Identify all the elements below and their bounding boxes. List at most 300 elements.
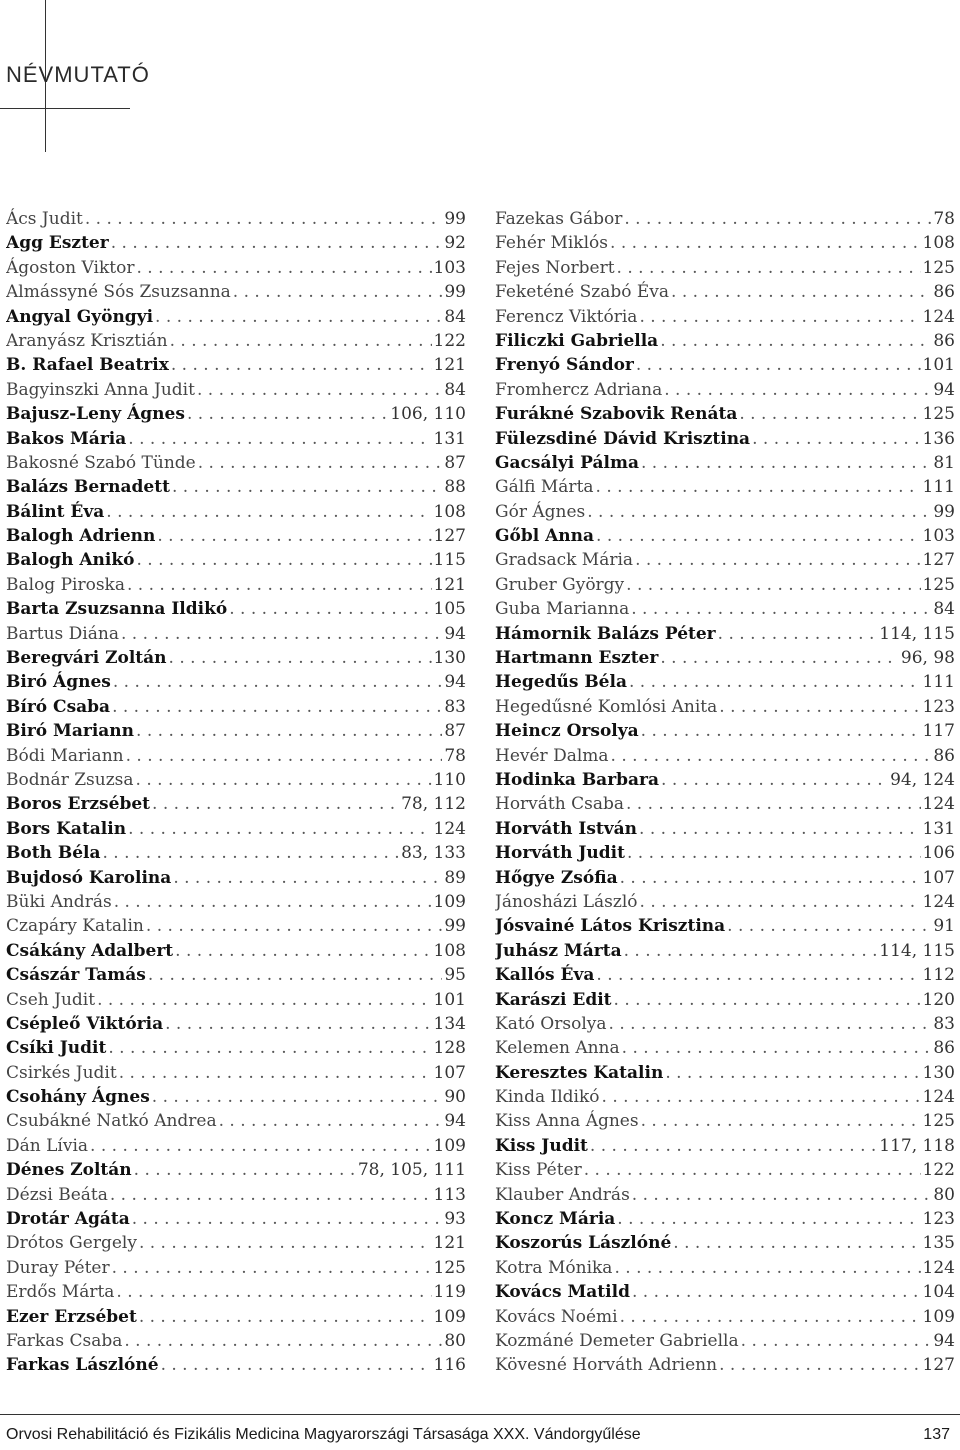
index-entry [495, 744, 955, 768]
entry-page-numbers: 121 [433, 574, 466, 595]
dot-leader [112, 695, 442, 719]
entry-page-numbers: 116 [433, 1355, 466, 1376]
entry-name: Kotra Mónika [495, 1257, 613, 1278]
dot-leader [596, 963, 920, 987]
index-entry [6, 744, 466, 768]
entry-name: Hodinka Barbara [495, 769, 660, 790]
entry-name: Drotár Agáta [6, 1209, 130, 1230]
dot-leader [121, 622, 442, 646]
entry-page-numbers: 103 [922, 526, 955, 547]
index-entry [495, 1183, 955, 1207]
index-entry [6, 670, 466, 694]
entry-page-numbers: 95 [444, 965, 466, 986]
entry-page-numbers: 124 [922, 306, 955, 327]
index-entry [495, 768, 955, 792]
entry-name: Farkas Lászlóné [6, 1355, 159, 1376]
footer-publication-title: Orvosi Rehabilitáció és Fizikális Medicina Magyarországi Társasága XXX. Vándorgyűlése [6, 1426, 641, 1443]
entry-name: Fazekas Gábor [495, 209, 623, 229]
index-entry [6, 1231, 466, 1255]
entry-page-numbers: 124 [433, 818, 466, 839]
index-entry [6, 353, 466, 377]
entry-page-numbers: 83 [444, 696, 466, 717]
index-entry [495, 573, 955, 597]
dot-leader [610, 231, 921, 255]
entry-page-numbers: 103 [433, 257, 466, 278]
index-entry [6, 622, 466, 646]
dot-leader [85, 207, 443, 231]
index-entry [6, 1207, 466, 1231]
index-entry [495, 695, 955, 719]
dot-leader [103, 841, 400, 865]
entry-name: Fülezsdiné Dávid Krisztina [495, 428, 751, 449]
entry-page-numbers: 94, 124 [890, 769, 955, 790]
entry-name: Kallós Éva [495, 965, 595, 986]
entry-name: Kiss Judit [495, 1135, 588, 1156]
entry-page-numbers: 92 [444, 233, 466, 254]
dot-leader [617, 1207, 920, 1231]
dot-leader [90, 1134, 432, 1158]
entry-page-numbers: 134 [433, 1013, 466, 1034]
index-entry [6, 231, 466, 255]
dot-leader [639, 305, 920, 329]
entry-page-numbers: 111 [922, 672, 955, 693]
dot-leader [665, 1061, 920, 1085]
entry-page-numbers: 127 [922, 1355, 955, 1376]
entry-page-numbers: 121 [433, 1233, 466, 1254]
entry-page-numbers: 123 [922, 1209, 955, 1230]
dot-leader [127, 573, 432, 597]
entry-name: Bíró Csaba [6, 696, 111, 717]
dot-leader [124, 1329, 442, 1353]
dot-leader [175, 939, 431, 963]
entry-page-numbers: 99 [933, 501, 955, 522]
entry-page-numbers: 117 [922, 721, 955, 742]
entry-name: Dézsi Beáta [6, 1184, 108, 1205]
dot-leader [113, 670, 442, 694]
entry-name: Farkas Csaba [6, 1330, 123, 1351]
entry-name: Kiss Anna Ágnes [495, 1111, 639, 1132]
dot-leader [161, 1353, 432, 1377]
entry-name: Bódi Mariann [6, 745, 124, 766]
entry-name: Hevér Dalma [495, 745, 609, 766]
entry-page-numbers: 84 [444, 306, 466, 327]
entry-name: Jánosházi László [495, 891, 638, 912]
index-entry [495, 1353, 955, 1377]
entry-name: Both Béla [6, 843, 101, 864]
entry-name: Balog Piroska [6, 574, 125, 595]
entry-name: Dán Lívia [6, 1135, 89, 1156]
entry-page-numbers: 109 [433, 1306, 466, 1327]
entry-name: Koszorús Lászlóné [495, 1233, 672, 1254]
entry-page-numbers: 106 [922, 843, 955, 864]
dot-leader [155, 305, 442, 329]
entry-page-numbers: 87 [444, 721, 466, 742]
entry-name: Frenyó Sándor [495, 355, 634, 376]
entry-name: Csubákné Natkó Andrea [6, 1111, 217, 1132]
index-entry [495, 1134, 955, 1158]
dot-leader [739, 402, 920, 426]
footer-rule [0, 1414, 960, 1415]
dot-leader [719, 695, 920, 719]
index-entry [495, 378, 955, 402]
dot-leader [620, 866, 921, 890]
entry-page-numbers: 84 [444, 379, 466, 400]
page-title: NÉVMUTATÓ [6, 62, 150, 87]
entry-page-numbers: 117, 118 [879, 1135, 955, 1156]
entry-name: Guba Marianna [495, 599, 630, 620]
dot-leader [219, 1109, 443, 1133]
dot-leader [187, 402, 388, 426]
entry-page-numbers: 78 [444, 745, 466, 766]
entry-name: Klauber András [495, 1184, 630, 1205]
entry-name: Fejes Norbert [495, 257, 615, 278]
entry-name: Bors Katalin [6, 818, 127, 839]
entry-name: Balázs Bernadett [6, 477, 170, 498]
dot-leader [132, 1207, 443, 1231]
dot-leader [587, 500, 931, 524]
entry-name: Gálfi Márta [495, 477, 594, 498]
entry-name: Aranyász Krisztián [6, 330, 168, 351]
entry-name: Heincz Orsolya [495, 721, 639, 742]
entry-page-numbers: 108 [433, 940, 466, 961]
entry-name: Csohány Ágnes [6, 1087, 150, 1108]
dot-leader [640, 890, 921, 914]
dot-leader [157, 524, 431, 548]
index-entry [495, 1012, 955, 1036]
entry-page-numbers: 120 [922, 989, 955, 1010]
entry-name: Bujdosó Karolina [6, 867, 172, 888]
index-entry [6, 914, 466, 938]
index-entry [6, 1158, 466, 1182]
index-entry [6, 1085, 466, 1109]
entry-name: Gacsályi Pálma [495, 452, 639, 473]
entry-name: Gruber György [495, 574, 625, 595]
index-entry [495, 890, 955, 914]
entry-page-numbers: 94 [933, 1330, 955, 1351]
dot-leader [590, 1134, 877, 1158]
index-entry [495, 500, 955, 524]
index-entry [495, 524, 955, 548]
dot-leader [639, 817, 921, 841]
index-entry [6, 1329, 466, 1353]
index-entry [6, 524, 466, 548]
entry-name: Biró Mariann [6, 721, 135, 742]
entry-page-numbers: 127 [433, 526, 466, 547]
entry-name: Balogh Anikó [6, 550, 135, 571]
entry-page-numbers: 130 [433, 648, 466, 669]
entry-page-numbers: 94 [444, 1111, 466, 1132]
dot-leader [97, 988, 431, 1012]
entry-page-numbers: 83, 133 [401, 843, 466, 864]
entry-name: Erdős Márta [6, 1282, 115, 1303]
index-entry [6, 817, 466, 841]
index-entry [6, 280, 466, 304]
index-entry [495, 1158, 955, 1182]
entry-page-numbers: 106, 110 [390, 404, 466, 425]
entry-name: Bartus Diána [6, 623, 119, 644]
dot-leader [596, 524, 921, 548]
index-entry [495, 1329, 955, 1353]
entry-page-numbers: 94 [444, 672, 466, 693]
entry-name: Horváth István [495, 818, 638, 839]
entry-name: Barta Zsuzsanna Ildikó [6, 599, 228, 620]
dot-leader [170, 329, 432, 353]
index-entry [495, 1280, 955, 1304]
index-entry [495, 305, 955, 329]
dot-leader [139, 1305, 432, 1329]
entry-page-numbers: 122 [922, 1160, 955, 1181]
entry-name: Kiss Péter [495, 1160, 582, 1181]
entry-page-numbers: 78 [933, 209, 955, 229]
dot-leader [198, 451, 443, 475]
entry-page-numbers: 80 [933, 1184, 955, 1205]
index-entry [6, 988, 466, 1012]
dot-leader [632, 1280, 921, 1304]
index-entry [495, 427, 955, 451]
dot-leader [233, 280, 443, 304]
dot-leader [126, 744, 443, 768]
entry-page-numbers: 113 [433, 1184, 466, 1205]
index-entry [6, 719, 466, 743]
entry-page-numbers: 124 [922, 1257, 955, 1278]
entry-name: Csíki Judit [6, 1038, 107, 1059]
index-entry [495, 1256, 955, 1280]
entry-page-numbers: 107 [433, 1062, 466, 1083]
index-entry [495, 1207, 955, 1231]
index-entry [495, 475, 955, 499]
index-entry [495, 1109, 955, 1133]
entry-page-numbers: 101 [433, 989, 466, 1010]
dot-leader [110, 1183, 432, 1207]
index-entry [495, 792, 955, 816]
entry-page-numbers: 130 [922, 1062, 955, 1083]
dot-leader [719, 1353, 920, 1377]
entry-name: Keresztes Katalin [495, 1062, 664, 1083]
index-entry [495, 1036, 955, 1060]
entry-name: Csirkés Judit [6, 1062, 117, 1083]
dot-leader [114, 890, 432, 914]
entry-name: Dénes Zoltán [6, 1160, 132, 1181]
dot-leader [626, 792, 921, 816]
entry-page-numbers: 119 [433, 1282, 466, 1303]
index-entry [6, 939, 466, 963]
entry-page-numbers: 111 [922, 477, 955, 498]
entry-name: Gőbl Anna [495, 526, 595, 547]
index-entry [6, 646, 466, 670]
index-entry [6, 305, 466, 329]
index-entry [6, 1256, 466, 1280]
index-entry [6, 1280, 466, 1304]
entry-name: Ács Judit [6, 209, 83, 229]
entry-name: Fromhercz Adriana [495, 379, 663, 400]
dot-leader [609, 1012, 932, 1036]
entry-name: Kovács Matild [495, 1282, 630, 1303]
entry-page-numbers: 101 [922, 355, 955, 376]
dot-leader [197, 378, 442, 402]
entry-page-numbers: 115 [433, 550, 466, 571]
entry-page-numbers: 125 [922, 1111, 955, 1132]
dot-leader [136, 719, 442, 743]
index-entry [495, 719, 955, 743]
dot-leader [624, 939, 878, 963]
entry-name: Kövesné Horváth Adrienn [495, 1355, 718, 1376]
entry-name: Czapáry Katalin [6, 916, 144, 937]
entry-name: Duray Péter [6, 1257, 110, 1278]
dot-leader [146, 914, 442, 938]
entry-page-numbers: 122 [433, 330, 466, 351]
dot-leader [617, 256, 921, 280]
entry-page-numbers: 128 [433, 1038, 466, 1059]
index-entry [6, 256, 466, 280]
footer-page-number: 137 [923, 1426, 950, 1443]
dot-leader [614, 1256, 920, 1280]
entry-page-numbers: 81 [933, 452, 955, 473]
dot-leader [727, 914, 931, 938]
entry-page-numbers: 88 [444, 477, 466, 498]
dot-leader [629, 670, 921, 694]
index-entry [6, 573, 466, 597]
index-entry [495, 646, 955, 670]
dot-leader [641, 1109, 921, 1133]
entry-name: Feketéné Szabó Éva [495, 282, 670, 303]
entry-name: Ferencz Viktória [495, 306, 638, 327]
entry-page-numbers: 125 [922, 257, 955, 278]
entry-name: Cseh Judit [6, 989, 96, 1010]
entry-page-numbers: 99 [444, 282, 466, 303]
index-entry [6, 378, 466, 402]
dot-leader [661, 768, 888, 792]
dot-leader [128, 427, 431, 451]
dot-leader [136, 256, 431, 280]
entry-page-numbers: 94 [444, 623, 466, 644]
entry-page-numbers: 90 [444, 1087, 466, 1108]
dot-leader [116, 1280, 431, 1304]
entry-page-numbers: 110 [433, 769, 466, 790]
entry-page-numbers: 112 [922, 965, 955, 986]
index-entry [6, 1061, 466, 1085]
dot-leader [596, 475, 921, 499]
entry-name: Bálint Éva [6, 501, 105, 522]
entry-page-numbers: 91 [933, 916, 955, 937]
dot-leader [622, 1036, 932, 1060]
index-entry [6, 1134, 466, 1158]
entry-name: Balogh Adrienn [6, 526, 156, 547]
index-entry [6, 451, 466, 475]
entry-name: Bodnár Zsuzsa [6, 769, 134, 790]
dot-leader [171, 353, 432, 377]
index-entry [495, 231, 955, 255]
entry-name: Büki András [6, 891, 112, 912]
index-entry [495, 670, 955, 694]
index-entry [6, 866, 466, 890]
entry-name: Hőgye Zsófia [495, 867, 618, 888]
index-entry [6, 500, 466, 524]
dot-leader [660, 329, 931, 353]
index-entry [6, 890, 466, 914]
entry-page-numbers: 94 [933, 379, 955, 400]
dot-leader [624, 207, 931, 231]
index-entry [6, 963, 466, 987]
index-entry [495, 256, 955, 280]
entry-name: Kozmáné Demeter Gabriella [495, 1330, 739, 1351]
dot-leader [119, 1061, 432, 1085]
entry-name: Kinda Ildikó [495, 1087, 600, 1108]
entry-page-numbers: 104 [922, 1282, 955, 1303]
index-entry [6, 207, 466, 231]
entry-page-numbers: 89 [444, 867, 466, 888]
entry-page-numbers: 135 [922, 1233, 955, 1254]
index-entry [6, 695, 466, 719]
entry-page-numbers: 109 [922, 1306, 955, 1327]
entry-name: Császár Tamás [6, 965, 146, 986]
dot-leader [229, 597, 431, 621]
dot-leader [165, 1012, 431, 1036]
entry-page-numbers: 83 [933, 1013, 955, 1034]
index-entry [6, 475, 466, 499]
entry-page-numbers: 123 [922, 696, 955, 717]
index-entry [495, 841, 955, 865]
index-entry [495, 963, 955, 987]
entry-page-numbers: 125 [433, 1257, 466, 1278]
entry-page-numbers: 99 [444, 209, 466, 229]
entry-page-numbers: 114, 115 [879, 940, 955, 961]
entry-page-numbers: 121 [433, 355, 466, 376]
entry-name: Csákány Adalbert [6, 940, 174, 961]
dot-leader [752, 427, 920, 451]
dot-leader [641, 719, 921, 743]
index-entry [495, 1231, 955, 1255]
entry-name: Hartmann Eszter [495, 648, 659, 669]
index-entry [495, 988, 955, 1012]
entry-name: Kató Orsolya [495, 1013, 607, 1034]
entry-name: Bakosné Szabó Tünde [6, 452, 196, 473]
entry-name: Beregvári Zoltán [6, 648, 167, 669]
entry-name: Angyal Gyöngyi [6, 306, 154, 327]
entry-page-numbers: 108 [922, 233, 955, 254]
entry-name: Agg Eszter [6, 233, 109, 254]
index-entry [495, 207, 955, 231]
index-entry [6, 548, 466, 572]
entry-name: Filiczki Gabriella [495, 330, 659, 351]
index-entry [495, 402, 955, 426]
entry-name: Horváth Csaba [495, 794, 624, 815]
entry-page-numbers: 131 [433, 428, 466, 449]
dot-leader [602, 1085, 921, 1109]
dot-leader [108, 1036, 431, 1060]
index-entry [6, 402, 466, 426]
entry-name: Drótos Gergely [6, 1233, 137, 1254]
entry-page-numbers: 93 [444, 1209, 466, 1230]
index-entry [495, 353, 955, 377]
entry-name: Biró Ágnes [6, 672, 111, 693]
index-entry [6, 1012, 466, 1036]
entry-name: Hegedűsné Komlósi Anita [495, 696, 718, 717]
entry-name: Csépleő Viktória [6, 1013, 164, 1034]
dot-leader [627, 841, 921, 865]
entry-name: Fehér Miklós [495, 233, 609, 254]
entry-page-numbers: 105 [433, 599, 466, 620]
entry-name: Bajusz-Leny Ágnes [6, 404, 185, 425]
entry-name: Hámornik Balázs Péter [495, 623, 716, 644]
entry-name: Bakos Mária [6, 428, 127, 449]
dot-leader [620, 1305, 921, 1329]
entry-name: Horváth Judit [495, 843, 625, 864]
index-entry [6, 1036, 466, 1060]
entry-name: Koncz Mária [495, 1209, 616, 1230]
index-entry [6, 1305, 466, 1329]
dot-leader [611, 744, 932, 768]
index-entry [495, 329, 955, 353]
